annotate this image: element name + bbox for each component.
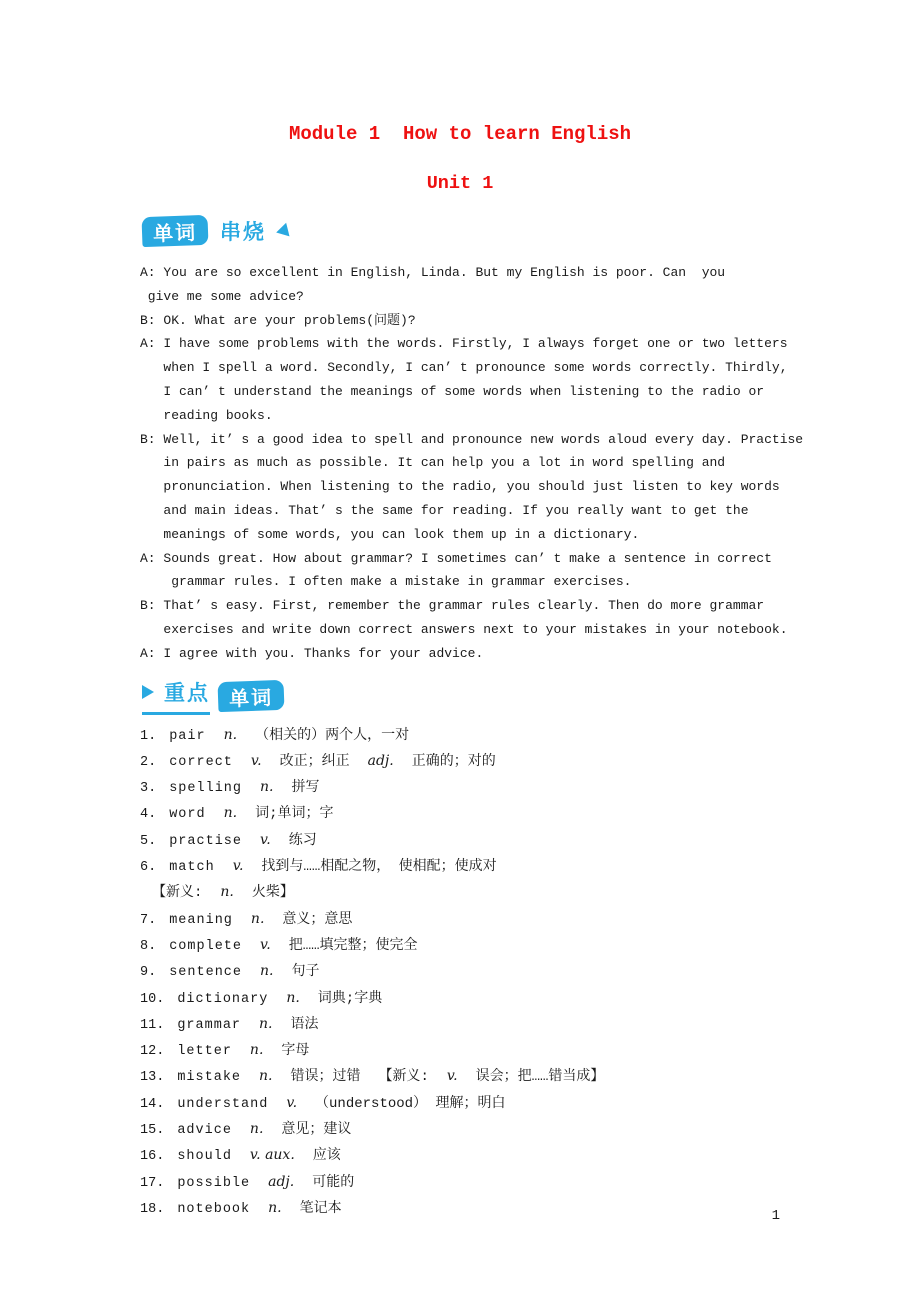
item-number: 7.	[140, 912, 157, 928]
vocab-item	[140, 1064, 920, 1090]
vocab-word: possible	[177, 1175, 251, 1191]
vocab-item	[140, 1143, 920, 1169]
dialogue-line: exercises and write down correct answers next to your mistakes in your notebook.	[140, 621, 788, 637]
vocab-meaning: 火柴】	[251, 885, 294, 902]
vocab-item	[140, 749, 920, 775]
item-number: 17.	[140, 1175, 165, 1191]
badge-label-chuanshao: 串烧	[220, 221, 266, 244]
dialogue-line: A: I have some problems with the words. Firstly, I always forget one or two letters	[140, 336, 788, 352]
module-title: Module 1 How to learn English	[288, 123, 632, 145]
dialogue-line: B: Well, it’ s a good idea to spell and pronounce new words aloud every day. Practise	[140, 431, 804, 447]
dialogue-line: B: OK. What are your problems(问题)?	[140, 312, 416, 328]
vocab-word: understand	[177, 1096, 269, 1112]
dialogue-line: in pairs as much as possible. It can help you a lot in word spelling and	[140, 455, 726, 471]
vocab-item	[140, 1196, 920, 1222]
vocab-word: correct	[169, 754, 233, 770]
part-of-speech: v.	[286, 1094, 298, 1111]
item-number: 8.	[140, 938, 157, 954]
vocab-word: spelling	[169, 781, 243, 797]
vocab-meaning: 误会；把……错当成】	[475, 1069, 605, 1086]
dialogue-block	[140, 261, 860, 666]
vocab-item	[140, 828, 920, 854]
vocab-item	[140, 1038, 920, 1064]
item-number: 5.	[140, 833, 157, 849]
item-number: 2.	[140, 754, 157, 770]
section-badge-word-dialogue	[142, 214, 920, 248]
badge-prefix-group	[142, 677, 210, 715]
item-number: 14.	[140, 1096, 165, 1112]
vocab-word: practise	[169, 833, 243, 849]
part-of-speech: n.	[249, 1042, 264, 1059]
section-badge-key-words	[142, 679, 920, 713]
part-of-speech: v.	[232, 858, 244, 875]
item-number: 9.	[140, 965, 157, 981]
vocab-word: complete	[169, 938, 243, 954]
vocab-item	[140, 854, 920, 880]
vocab-item	[140, 986, 920, 1012]
part-of-speech: adj.	[268, 1173, 295, 1190]
item-number: 18.	[140, 1201, 165, 1217]
vocab-item	[140, 1091, 920, 1117]
vocab-meaning: 错误；过错	[290, 1069, 361, 1086]
vocab-item	[140, 959, 920, 985]
vocab-word: grammar	[177, 1017, 242, 1033]
vocab-meaning: 字母	[281, 1043, 310, 1060]
vocab-meaning: 找到与……相配之物， 使相配；使成对	[261, 859, 497, 876]
vocab-word: match	[169, 860, 215, 876]
vocab-meaning: 正确的；对的	[411, 753, 496, 770]
part-of-speech: n.	[268, 1199, 282, 1216]
vocab-word: dictionary	[177, 991, 269, 1007]
vocab-word: pair	[169, 728, 206, 744]
vocab-meaning: 把……填完整；使完全	[288, 937, 418, 954]
item-number: 6.	[140, 860, 157, 876]
vocab-meaning: 改正；纠正	[279, 753, 350, 770]
item-number: 1.	[140, 728, 157, 744]
vocab-meaning: 意义；意思	[282, 911, 353, 928]
vocab-meaning: 【新义:	[378, 1069, 429, 1086]
vocab-item	[140, 1012, 920, 1038]
part-of-speech: n.	[223, 805, 238, 822]
item-number: 16.	[140, 1149, 165, 1165]
part-of-speech: n.	[259, 1015, 273, 1032]
part-of-speech: n.	[220, 884, 234, 901]
part-of-speech: v.	[446, 1068, 458, 1085]
item-number: 4.	[140, 807, 157, 823]
dialogue-line: meanings of some words, you can look them up in a dictionary.	[140, 526, 640, 542]
part-of-speech: n.	[250, 910, 265, 927]
vocab-meaning: 词;单词；字	[255, 806, 334, 823]
badge-tab-words: 单词	[141, 215, 208, 247]
part-of-speech: v. aux.	[249, 1147, 295, 1164]
triangle-left-icon	[274, 223, 289, 239]
vocab-word: should	[177, 1149, 232, 1165]
vocab-item	[140, 907, 920, 933]
part-of-speech: n.	[259, 1068, 273, 1085]
vocab-meaning: 句子	[291, 964, 320, 981]
vocab-meaning: 拼写	[291, 780, 320, 797]
part-of-speech: n.	[260, 779, 274, 796]
dialogue-line: give me some advice?	[140, 288, 304, 304]
vocab-meaning: 可能的	[312, 1174, 355, 1191]
vocab-item	[140, 880, 920, 906]
dialogue-line: A: Sounds great. How about grammar? I sometimes can’ t make a sentence in correct	[140, 550, 772, 566]
badge-tab-words-2: 单词	[217, 679, 284, 711]
page-number: 1	[771, 1208, 780, 1224]
part-of-speech: v.	[250, 752, 262, 769]
item-number: 13.	[140, 1070, 165, 1086]
vocab-item	[140, 723, 920, 749]
dialogue-line: grammar rules. I often make a mistake in grammar exercises.	[140, 574, 632, 590]
part-of-speech: adj.	[367, 752, 394, 769]
triangle-right-icon	[142, 685, 154, 699]
item-number: 11.	[140, 1017, 165, 1033]
vocab-word: meaning	[169, 912, 233, 928]
part-of-speech: n.	[223, 726, 238, 743]
item-number: 12.	[140, 1044, 165, 1060]
vocab-item	[140, 933, 920, 959]
vocab-meaning: 应该	[312, 1148, 341, 1165]
badge-prefix-keypoint: 重点	[164, 681, 210, 705]
vocab-word: sentence	[169, 965, 243, 981]
vocab-item	[140, 775, 920, 801]
vocab-item	[140, 1117, 920, 1143]
part-of-speech: n.	[249, 1121, 264, 1137]
dialogue-line: B: That’ s easy. First, remember the grammar rules clearly. Then do more grammar	[140, 598, 765, 614]
vocab-meaning: 词典;字典	[317, 990, 383, 1007]
vocab-meaning: 笔记本	[299, 1200, 342, 1217]
dialogue-line: A: I agree with you. Thanks for your advice.	[140, 645, 484, 661]
vocab-word: advice	[177, 1123, 232, 1138]
vocab-meaning: 语法	[290, 1016, 319, 1033]
vocab-meaning: 【新义:	[152, 885, 203, 902]
dialogue-line: when I spell a word. Secondly, I can’ t pronounce some words correctly. Thirdly,	[140, 360, 788, 376]
vocab-meaning: 意见；建议	[281, 1122, 352, 1138]
vocab-word: letter	[177, 1044, 232, 1060]
vocab-meaning: （相关的）两个人，一对	[255, 727, 410, 744]
item-number: 3.	[140, 781, 157, 797]
part-of-speech: n.	[286, 989, 300, 1006]
vocab-meaning: （understood） 理解；明白	[315, 1095, 506, 1112]
dialogue-line: and main ideas. That’ s the same for reading. If you really want to get the	[140, 502, 749, 518]
vocab-word: notebook	[177, 1201, 251, 1217]
item-number: 15.	[140, 1123, 165, 1138]
vocab-item	[140, 801, 920, 827]
vocab-word: mistake	[177, 1070, 242, 1086]
vocab-word: word	[169, 807, 206, 823]
dialogue-line: pronunciation. When listening to the radio, you should just listen to key words	[140, 479, 780, 495]
dialogue-line: reading books.	[140, 407, 273, 423]
vocab-meaning: 练习	[288, 832, 317, 849]
vocab-item	[140, 1170, 920, 1196]
part-of-speech: n.	[260, 963, 274, 980]
unit-title: Unit 1	[426, 173, 494, 194]
item-number: 10.	[140, 991, 165, 1007]
part-of-speech: v.	[260, 936, 271, 953]
vocab-list	[140, 723, 920, 1223]
dialogue-line: I can’ t understand the meanings of some words when listening to the radio or	[140, 383, 765, 399]
part-of-speech: v.	[260, 831, 271, 848]
dialogue-line: A: You are so excellent in English, Linda. But my English is poor. Can you	[140, 265, 726, 280]
